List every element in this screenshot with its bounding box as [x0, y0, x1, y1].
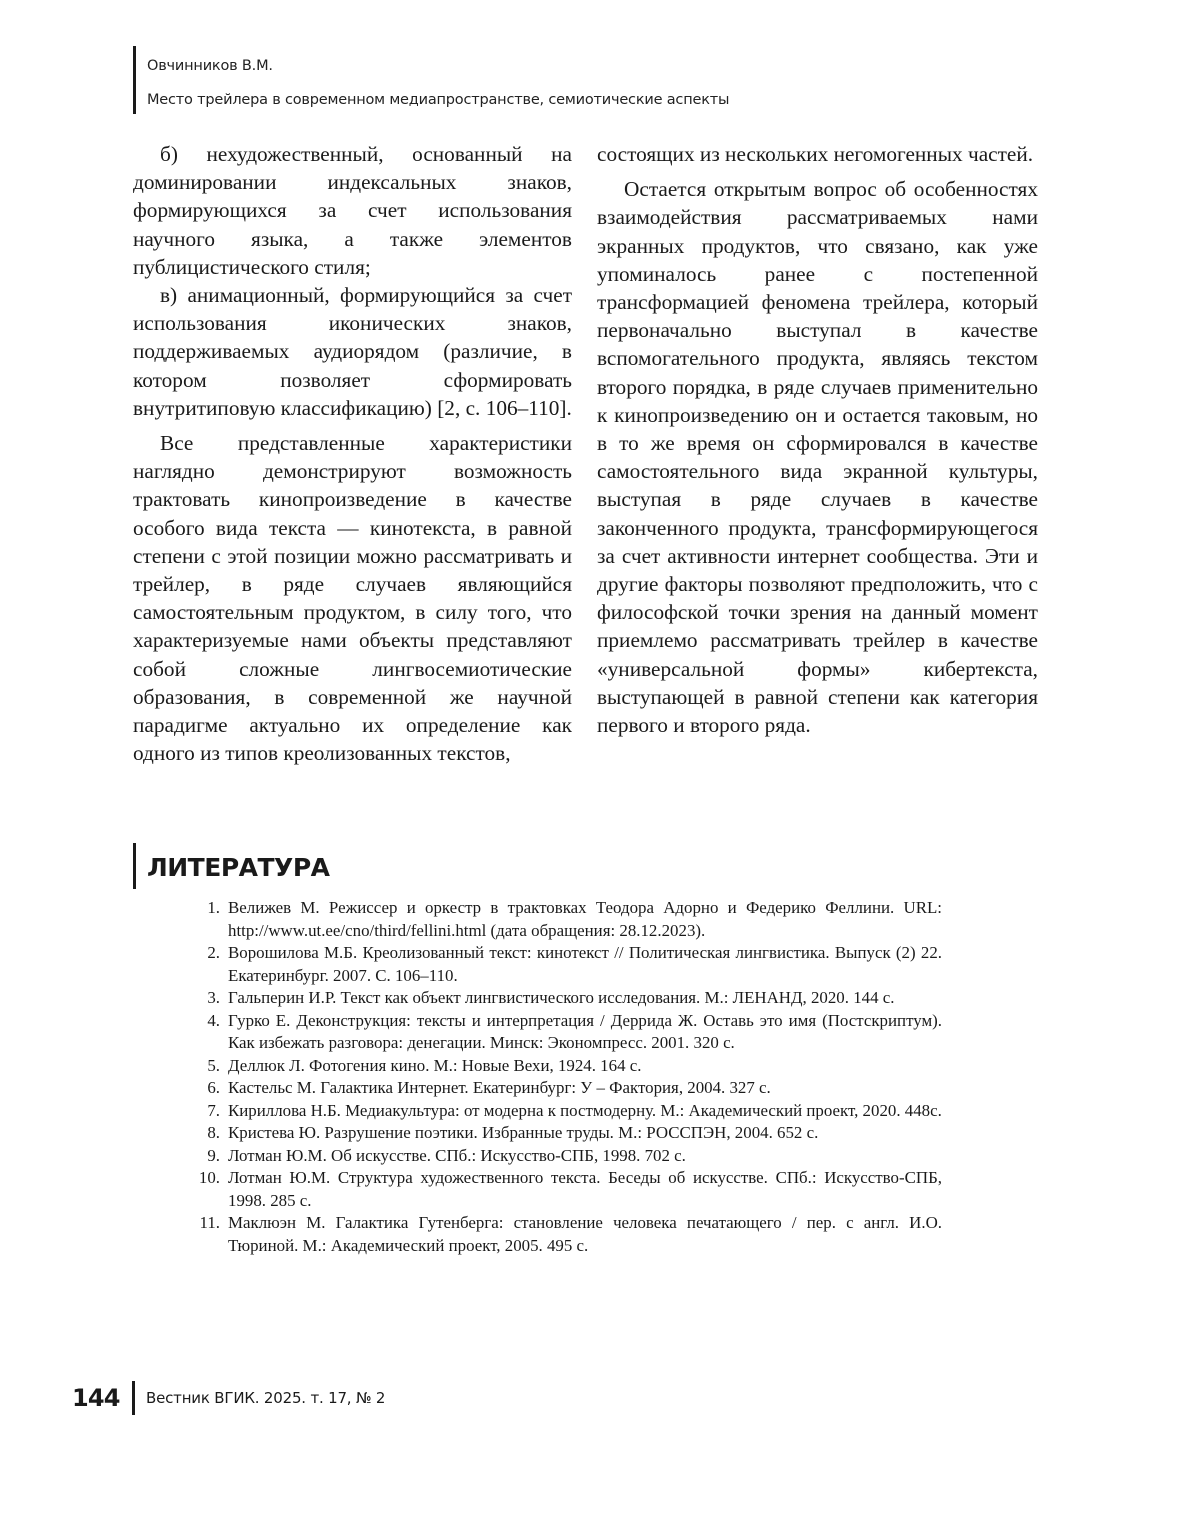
body-paragraph: Остается открытым вопрос об особенностях взаимодействия рассматриваемых нами экранных продуктов, что связано, как уже упоминалось ранее с постепенной трансформацией феномена трейлера, который первоначально выступал в качестве вспомогательного продукта, являясь текстом второго порядка, в ряде случаев применительно к кинопроизведению он и остается таковым, но в то же время он сформировался в качестве самостоятельного вида экранной культуры, выступая в ряде случаев в качестве законченного продукта, трансформирующегося за счет активности интернет сообщества. Эти и другие факторы позволяют предположить, что с философской точки зрения на данный момент приемлемо рассматривать трейлер в качестве «универсальной формы» кибертекста, выступающей в равной степени как категория первого и второго ряда.: [597, 177, 1038, 738]
reference-item: [196, 1010, 942, 1055]
body-paragraph: состоящих из нескольких негомогенных частей.: [597, 142, 1034, 166]
journal-citation: Вестник ВГИК. 2025. т. 17, № 2: [146, 1389, 386, 1407]
body-column-right: [597, 140, 1038, 739]
reference-text: Велижев М. Режиссер и оркестр в трактовках Теодора Адорно и Федерико Феллини. URL: http://www.ut.ee/cno/third/fellini.html (дата обращения: 28.12.2023).: [228, 898, 942, 940]
reference-text: Лотман Ю.М. Структура художественного текста. Беседы об искусстве. СПб.: Искусство-СПБ, 1998. 285 с.: [228, 1168, 942, 1210]
reference-text: Кастельс М. Галактика Интернет. Екатеринбург: У – Фактория, 2004. 327 с.: [228, 1078, 771, 1097]
literature-heading: ЛИТЕРАТУРА: [133, 843, 330, 889]
reference-item: [196, 1167, 942, 1212]
body-paragraph: в) анимационный, формирующийся за счет использования иконических знаков, поддерживаемых аудиорядом (различие, в котором позволяет сформировать внутритиповую классификацию) [2, с. 106–110].: [133, 283, 572, 420]
reference-list: [196, 897, 942, 1257]
body-column-left: [133, 140, 572, 767]
reference-item: [196, 1122, 942, 1145]
reference-number: 8.: [207, 1123, 220, 1142]
page-number: 144: [72, 1384, 120, 1412]
header-author: Овчинников В.М.: [147, 58, 273, 74]
reference-number: 7.: [207, 1100, 220, 1120]
reference-number: 10.: [198, 1168, 220, 1187]
running-header: [133, 46, 730, 114]
reference-text: Лотман Ю.М. Об искусстве. СПб.: Искусство-СПБ, 1998. 702 с.: [228, 1145, 686, 1165]
reference-item: [196, 987, 942, 1010]
reference-text: Гурко Е. Деконструкция: тексты и интерпретация / Деррида Ж. Оставь это имя (Постскриптум). Как избежать разговора: денегации. Минск: Экономпресс. 2001. 320 с.: [228, 1010, 942, 1052]
reference-text: Гальперин И.Р. Текст как объект лингвистического исследования. М.: ЛЕНАНД, 2020. 144 с.: [228, 988, 895, 1007]
reference-text: Деллюк Л. Фотогения кино. М.: Новые Вехи, 1924. 164 с.: [228, 1055, 642, 1075]
reference-number: 11.: [199, 1213, 220, 1232]
reference-number: 2.: [207, 943, 220, 962]
reference-item: [196, 1212, 942, 1257]
reference-item: [196, 897, 942, 942]
reference-item: [196, 1145, 942, 1168]
body-paragraph: Все представленные характеристики наглядно демонстрируют возможность трактовать кинопроизведение в качестве особого вида текста — кинотекста, в равной степени с этой позиции можно рассматривать и трейлер, в ряде случаев являющийся самостоятельным продуктом, в силу того, что характеризуемые нами объекты представляют собой сложные лингвосемиотические образования, в современной же научной парадигме актуально их определение как одного из типов креолизованных текстов,: [133, 431, 572, 766]
reference-text: Кристева Ю. Разрушение поэтики. Избранные труды. М.: РОССПЭН, 2004. 652 с.: [228, 1123, 819, 1142]
reference-text: Маклюэн М. Галактика Гутенберга: становление человека печатающего / пер. с англ. И.О. Тюриной. М.: Академический проект, 2005. 495 с.: [228, 1213, 942, 1255]
reference-text: Кириллова Н.Б. Медиакультура: от модерна к постмодерну. М.: Академический проект, 2020. 448с.: [228, 1100, 942, 1120]
reference-number: 5.: [207, 1055, 220, 1075]
body-paragraph: б) нехудожественный, основанный на доминировании индексальных знаков, формирующихся за счет использования научного языка, а также элементов публицистического стиля;: [133, 142, 572, 279]
reference-item: [196, 1100, 942, 1123]
footer-divider: [132, 1381, 135, 1415]
header-article-title: Место трейлера в современном медиапространстве, семиотические аспекты: [147, 92, 730, 108]
reference-number: 3.: [207, 988, 220, 1007]
reference-number: 6.: [207, 1078, 220, 1097]
reference-item: [196, 942, 942, 987]
reference-text: Ворошилова М.Б. Креолизованный текст: кинотекст // Политическая лингвистика. Выпуск (2) 22. Екатеринбург. 2007. С. 106–110.: [228, 943, 942, 985]
reference-number: 9.: [207, 1145, 220, 1165]
reference-item: [196, 1055, 942, 1078]
reference-number: 4.: [207, 1010, 220, 1030]
reference-number: 1.: [207, 898, 220, 917]
reference-item: [196, 1077, 942, 1100]
